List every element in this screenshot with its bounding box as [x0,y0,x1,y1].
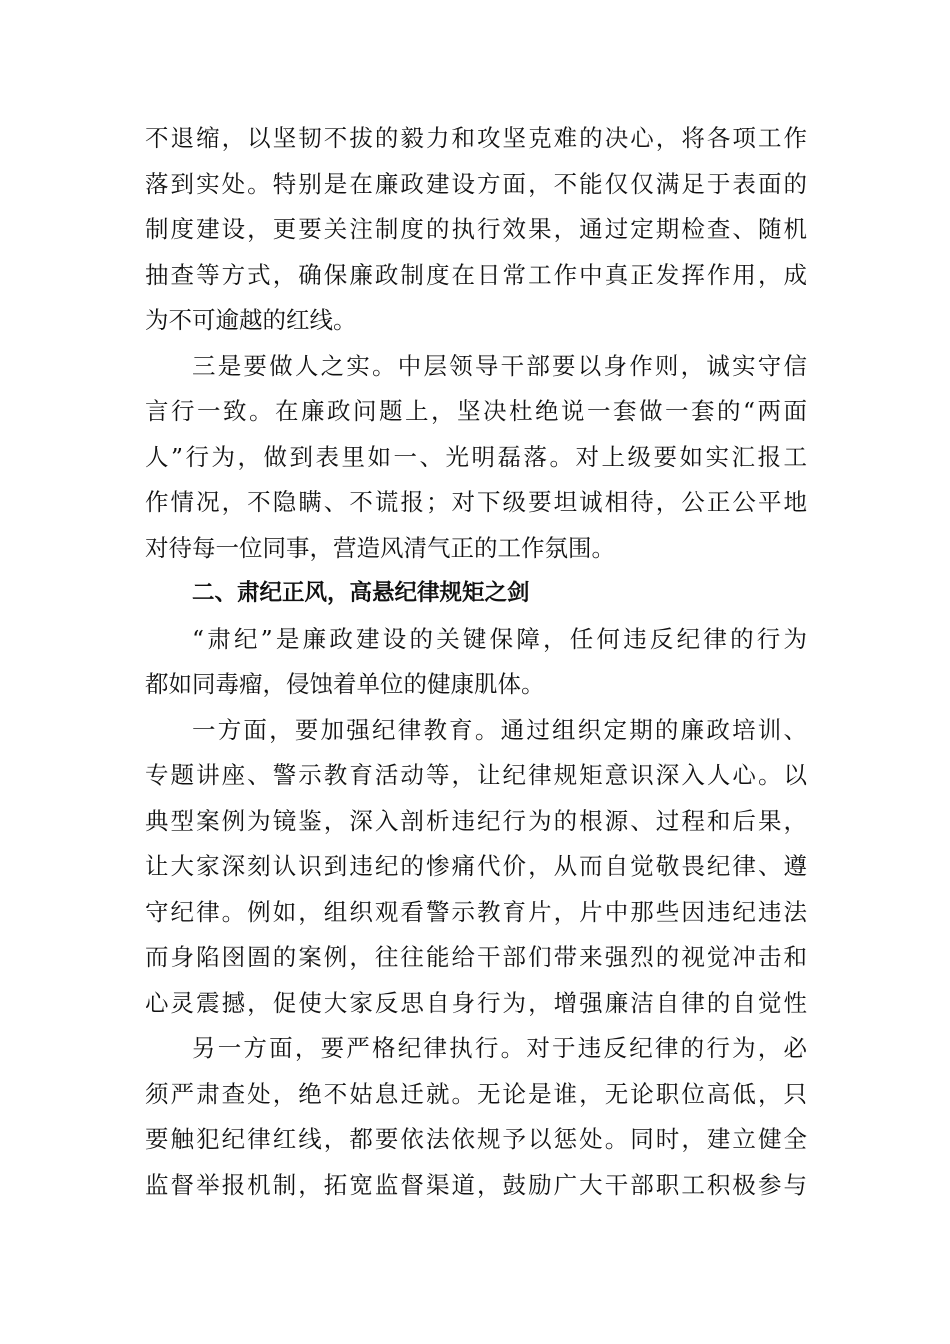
paragraph [145,1026,807,1208]
text-line: 制度建设，更要关注制度的执行效果，通过定期检查、随机 [145,215,807,243]
text-line: 让大家深刻认识到违纪的惨痛代价，从而自觉敬畏纪律、遵 [145,852,807,880]
text-line: 心灵震撼，促使大家反思自身行为，增强廉洁自律的自觉性 [145,988,807,1017]
text-line: 而身陷囹圄的案例，往往能给干部们带来强烈的视觉冲击和 [145,943,807,971]
text-line: 都如同毒瘤，侵蚀着单位的健康肌体。 [145,670,545,698]
text-line: 不退缩，以坚韧不拔的毅力和攻坚克难的决心，将各项工作 [145,124,807,152]
text-line: 三是要做人之实。中层领导干部要以身作则，诚实守信 [192,351,807,380]
text-line: 须严肃查处，绝不姑息迁就。无论是谁，无论职位高低，只 [145,1079,807,1108]
text-line: 典型案例为镜鉴，深入剖析违纪行为的根源、过程和后果， [145,806,807,835]
text-line: 抽查等方式，确保廉政制度在日常工作中真正发挥作用，成 [145,260,807,289]
text-line: 要触犯纪律红线，都要依法依规予以惩处。同时，建立健全 [145,1125,807,1153]
text-line: 人”行为，做到表里如一、光明磊落。对上级要如实汇报工 [145,442,807,471]
text-line: 专题讲座、警示教育活动等，让纪律规矩意识深入人心。以 [145,761,807,789]
paragraph [145,708,807,1027]
paragraph [145,344,807,572]
section-heading: 二、肃纪正风，高悬纪律规矩之剑 [192,580,530,606]
text-line: 作情况，不隐瞒、不谎报；对下级要坦诚相待，公正公平地 [145,488,807,516]
document-body [145,116,807,1208]
text-line: 另一方面，要严格纪律执行。对于违反纪律的行为，必 [192,1034,807,1062]
text-line: 言行一致。在廉政问题上，坚决杜绝说一套做一套的“两面 [145,397,807,425]
text-line: 一方面，要加强纪律教育。通过组织定期的廉政培训、 [192,715,807,744]
text-line: “肃纪”是廉政建设的关键保障，任何违反纪律的行为 [192,624,807,653]
paragraph [145,116,807,344]
text-line: 对待每一位同事，营造风清气正的工作氛围。 [145,533,615,562]
text-line: 监督举报机制，拓宽监督渠道，鼓励广大干部职工积极参与 [145,1170,807,1199]
text-line: 为不可逾越的红线。 [145,306,357,334]
text-line: 守纪律。例如，组织观看警示教育片，片中那些因违纪违法 [145,897,807,926]
paragraph [145,617,807,708]
text-line: 落到实处。特别是在廉政建设方面，不能仅仅满足于表面的 [145,169,807,198]
